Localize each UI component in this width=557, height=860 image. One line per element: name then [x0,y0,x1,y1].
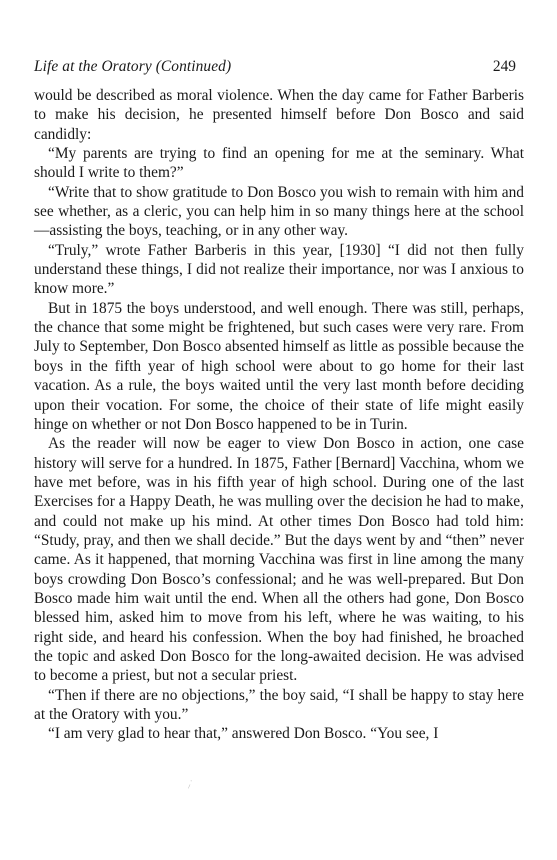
paragraph: “Truly,” wrote Father Barberis in this year, [1930] “I did not then fully understand these things, I did not realize their importance, nor was I anxious to know more.” [34,241,524,298]
page-header [34,58,524,82]
paragraph: would be described as moral violence. When the day came for Father Barberis to make his decision, he presented himself before Don Bosco and said candidly: [34,87,524,143]
paragraph: “I am very glad to hear that,” answered Don Bosco. “You see, I [48,725,439,743]
body-text [34,86,524,744]
stray-pencil-mark: ⸝˙ [184,777,196,790]
paragraph: As the reader will now be eager to view Don Bosco in action, one case history will serve for a hundred. In 1875, Father [Bernard] Vacchina, whom we have met before, was in his fifth year of high school. During one of the last Exercises for a Happy Death, he was mulling over the decision he had to make, and could not make up his mind. At other times Don Bosco had told him: “Study, pray, and then we shall decide.” But the days went by and “then” never came. As it happened, that morning Vacchina was first in line among the many boys crowding Don Bosco’s confessional; and he was well-prepared. But Don Bosco made him wait until the end. When all the others had gone, Don Bosco blessed him, asked him to move from his left, where he was waiting, to his right side, and heard his confession. When the boy had finished, he broached the topic and asked Don Bosco for the long-awaited decision. He was advised to become a priest, but not a secular priest. [34,435,524,685]
paragraph: “Write that to show gratitude to Don Bosco you wish to remain with him and see whether, as a cleric, you can help him in so many things here at the school—assisting the boys, teaching, or in any other way. [34,183,524,240]
running-title: Life at the Oratory (Continued) [34,58,232,75]
paragraph: But in 1875 the boys understood, and well enough. There was still, perhaps, the chance that some might be frightened, but such cases were very rare. From July to September, Don Bosco absented himself as little as possible because the boys in the fifth year of high school were about to go home for their last vacation. As a rule, the boys waited until the very last month before deciding upon their vocation. For some, the choice of their state of life might easily hinge on whether or not Don Bosco happened to be in Turin. [34,299,524,433]
page-number: 249 [492,58,516,75]
paragraph: “My parents are trying to find an opening for me at the seminary. What should I write to them?” [34,145,524,182]
book-page [34,58,524,744]
paragraph: “Then if there are no objections,” the boy said, “I shall be happy to stay here at the Oratory with you.” [34,686,524,723]
